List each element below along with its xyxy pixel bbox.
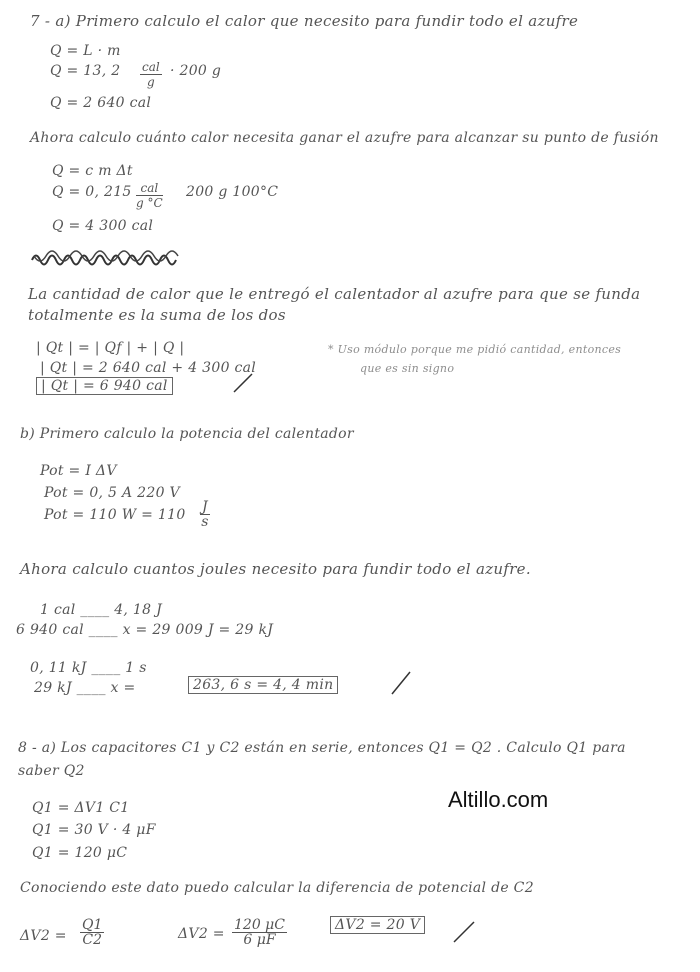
power-substitution: Pot = 0, 5 A 220 V [44, 485, 180, 501]
latent-heat-substitution: Q = 13, 2 [50, 63, 121, 79]
sensible-heat-heading: Ahora calculo cuánto calor necesita ganar el azufre para alcanzar su punto de fusión [30, 130, 659, 146]
problem-8a-heading: 8 - a) Los capacitores C1 y C2 están en serie, entonces Q1 = Q2 . Calculo Q1 para [18, 740, 626, 756]
check-mark-icon [452, 918, 478, 944]
conversion-result: 6 940 cal ____ x = 29 009 J = 29 kJ [16, 622, 274, 638]
total-heat-explanation: La cantidad de calor que le entregó el calentador al azufre para que se funda [28, 285, 641, 303]
charge-substitution: Q1 = 30 V · 4 μF [32, 822, 156, 838]
sensible-heat-result: Q = 4 300 cal [52, 218, 154, 234]
time-result-box: 263, 6 s = 4, 4 min [188, 676, 338, 694]
problem-7b-heading: b) Primero calculo la potencia del calentador [20, 426, 354, 442]
check-mark-icon [390, 668, 414, 696]
charge-result: Q1 = 120 μC [32, 845, 128, 861]
sensible-heat-substitution: Q = 0, 215 [52, 184, 132, 200]
latent-heat-mass: · 200 g [170, 63, 222, 79]
total-heat-substitution: | Qt | = 2 640 cal + 4 300 cal [40, 360, 257, 376]
problem-7a-heading: 7 - a) Primero calculo el calor que necesito para fundir todo el azufre [30, 12, 579, 30]
total-heat-formula: | Qt | = | Qf | + | Q | [36, 340, 185, 356]
sensible-heat-mass-temp: 200 g 100°C [186, 184, 279, 200]
latent-heat-result: Q = 2 640 cal [50, 95, 152, 111]
latent-heat-unit-fraction: cal g [142, 60, 160, 89]
joules-heading: Ahora calculo cuantos joules necesito para fundir todo el azufre. [20, 560, 531, 578]
voltage-substitution-fraction: $\frac{120 \mu C}{6 \mu F}$ [234, 917, 285, 948]
power-result: Pot = 110 W = 110 [44, 507, 186, 523]
voltage-formula-left: ΔV2 = [20, 928, 67, 944]
voltage-result-box: ΔV2 = 20 V [330, 916, 425, 934]
conversion-rule: 1 cal ____ 4, 18 J [40, 602, 163, 618]
modulus-note-cont: que es sin signo [360, 362, 455, 375]
time-rule: 0, 11 kJ ____ 1 s [30, 660, 147, 676]
power-unit-fraction: $\frac{J}{s}$ [201, 499, 209, 530]
altillo-watermark: Altillo.com [448, 787, 549, 812]
charge-formula: Q1 = ΔV1 C1 [32, 800, 130, 816]
voltage-formula-fraction: $\frac{Q1}{C2}$ [82, 917, 103, 948]
voltage-heading: Conociendo este dato puedo calcular la diferencia de potencial de C2 [20, 880, 534, 896]
scribble-crossout [30, 250, 182, 270]
formula-sensible-heat: Q = c m Δt [52, 163, 133, 179]
specific-heat-unit-fraction: cal g °C [136, 181, 163, 210]
voltage-substitution-left: ΔV2 = [178, 926, 225, 942]
total-heat-result-box: | Qt | = 6 940 cal [36, 377, 173, 395]
power-formula: Pot = I ΔV [40, 463, 117, 479]
total-heat-explanation-cont: totalmente es la suma de los dos [28, 306, 286, 324]
problem-8a-heading-cont: saber Q2 [18, 763, 85, 779]
modulus-note: * Uso módulo porque me pidió cantidad, entonces [328, 343, 622, 356]
time-calculation: 29 kJ ____ x = [34, 680, 136, 696]
formula-latent-heat: Q = L · m [50, 43, 121, 59]
check-mark-icon [232, 370, 256, 394]
